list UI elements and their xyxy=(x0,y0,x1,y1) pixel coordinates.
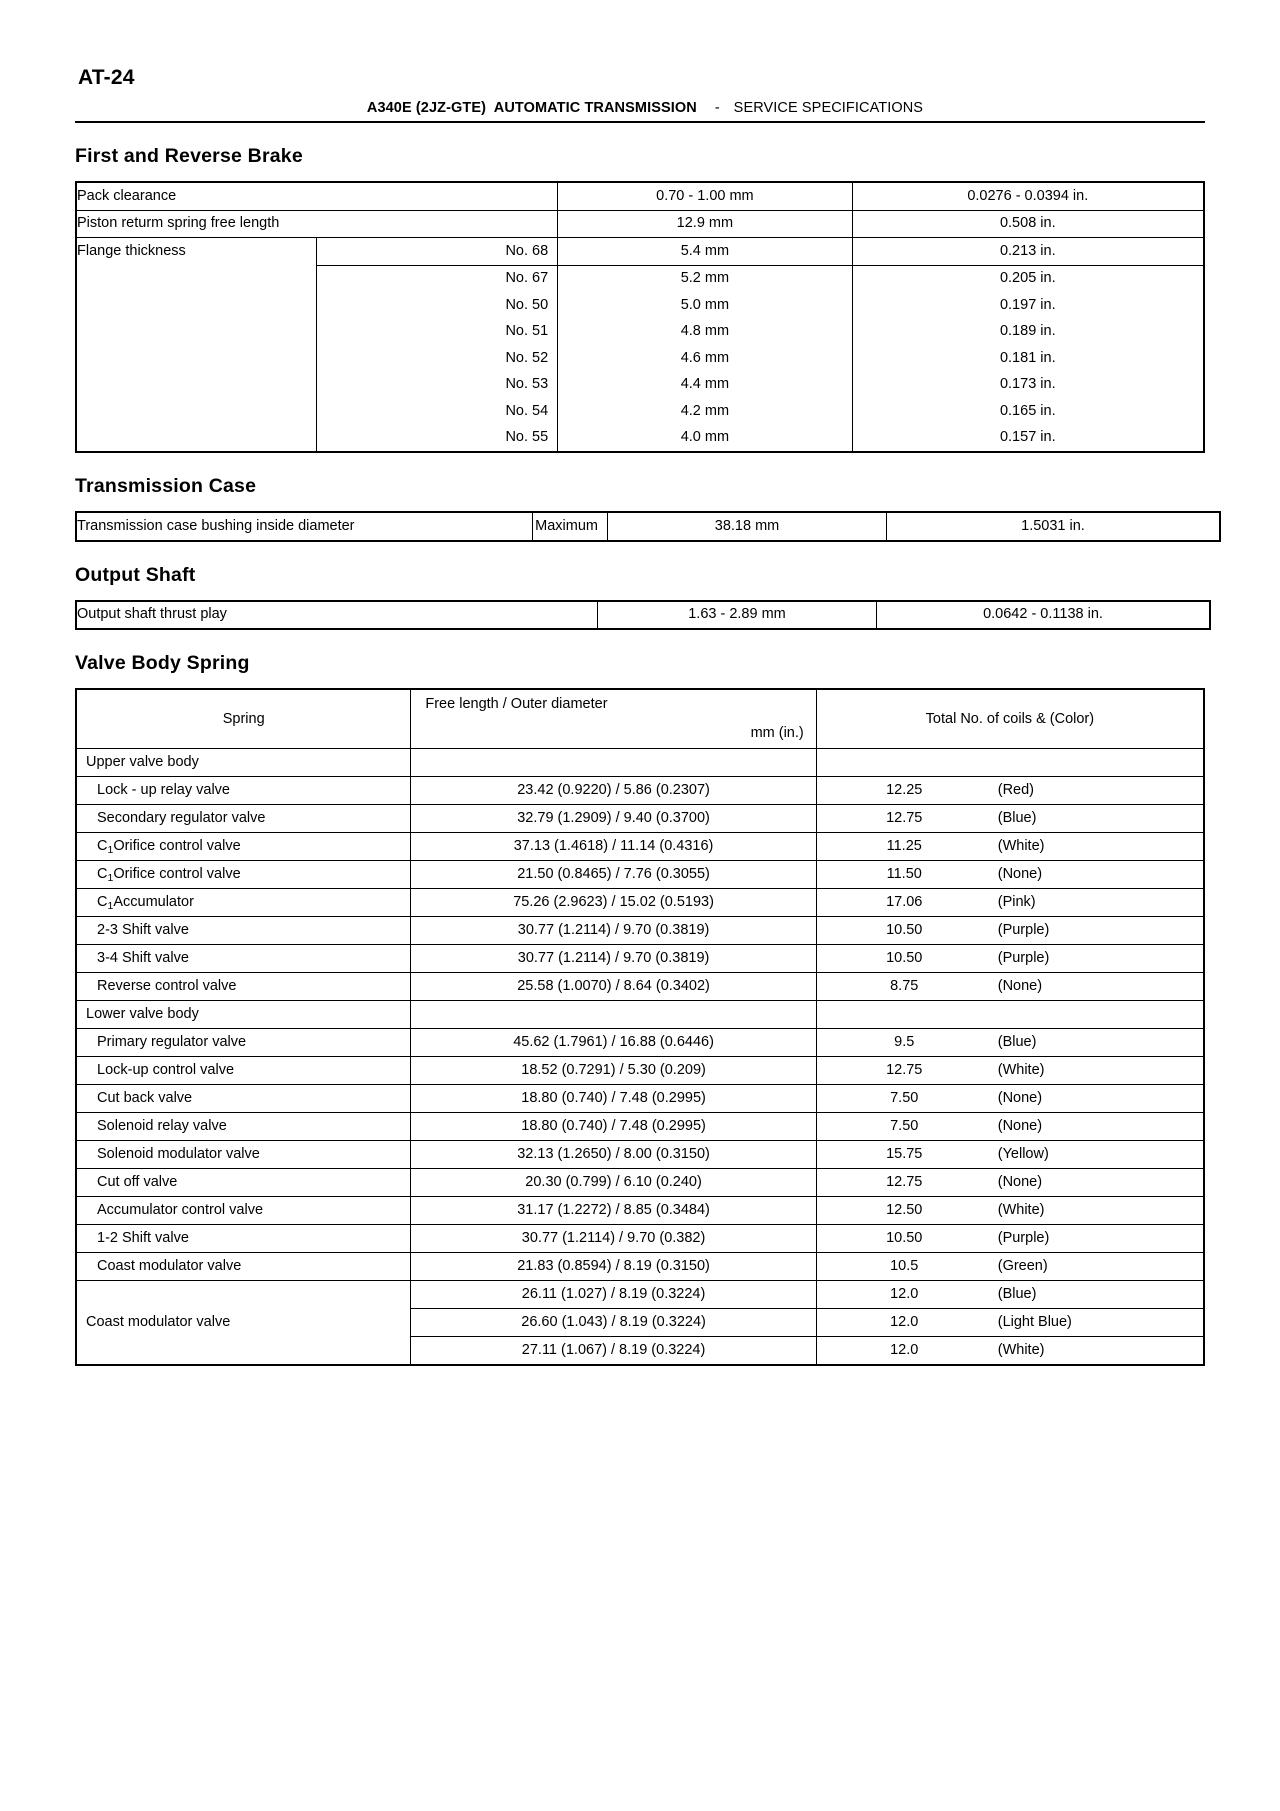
row-coils-color: (Light Blue) xyxy=(997,1314,1072,1331)
row-coils-color: (White) xyxy=(997,1062,1045,1079)
table-row xyxy=(76,292,1204,319)
page-number: AT-24 xyxy=(78,66,135,89)
coils-wrapper xyxy=(817,1090,1203,1107)
row-coils-cell xyxy=(816,973,1204,1001)
row-spring-name: Solenoid modulator valve xyxy=(76,1141,411,1169)
row-coils-cell xyxy=(816,1225,1204,1253)
row-coils-cell xyxy=(816,1169,1204,1197)
row-coils-count: 15.75 xyxy=(886,1146,923,1163)
row-coils-count: 12.25 xyxy=(886,782,923,799)
group-label: Lower valve body xyxy=(76,1001,411,1029)
table-row xyxy=(76,777,1204,805)
row-coils-color: (Blue) xyxy=(997,1286,1037,1303)
table-transmission-case xyxy=(75,511,1221,542)
table-first-reverse-brake xyxy=(75,181,1205,453)
row-coils-count: 12.0 xyxy=(890,1314,919,1331)
row-coils-cell xyxy=(816,917,1204,945)
table-valve-body-spring xyxy=(75,688,1205,1366)
header-title-line xyxy=(75,100,1205,116)
flange-number: No. 51 xyxy=(317,319,558,346)
flange-number: No. 52 xyxy=(317,345,558,372)
row-coils-cell xyxy=(816,1113,1204,1141)
coils-wrapper xyxy=(817,950,1203,967)
row-coils-count: 8.75 xyxy=(890,978,919,995)
coils-wrapper xyxy=(817,1286,1203,1303)
row-label: Output shaft thrust play xyxy=(76,601,598,630)
coils-wrapper xyxy=(817,978,1203,995)
row-value-mm: 4.4 mm xyxy=(558,372,852,399)
row-value-mm: 4.8 mm xyxy=(558,319,852,346)
row-coils-color: (None) xyxy=(997,1090,1043,1107)
table-group-row xyxy=(76,749,1204,777)
row-coils-count: 17.06 xyxy=(886,894,923,911)
coils-wrapper xyxy=(817,810,1203,827)
row-coils-count: 11.25 xyxy=(886,838,922,855)
table-row xyxy=(76,861,1204,889)
table-row xyxy=(76,1113,1204,1141)
row-value-inch: 0.0276 - 0.0394 in. xyxy=(852,182,1204,210)
row-value-mm: 12.9 mm xyxy=(558,210,852,238)
row-coils-color: (Blue) xyxy=(997,1034,1037,1051)
row-coils-count: 12.0 xyxy=(890,1342,919,1359)
row-spring-name: Lock-up control valve xyxy=(76,1057,411,1085)
row-value-mm: 4.0 mm xyxy=(558,425,852,453)
row-spring-name-merged: Coast modulator valve xyxy=(76,1281,411,1366)
coils-wrapper xyxy=(817,1118,1203,1135)
coils-wrapper xyxy=(817,1258,1203,1275)
row-coils-color: (None) xyxy=(997,1174,1043,1191)
coils-wrapper xyxy=(817,922,1203,939)
table-row xyxy=(76,398,1204,425)
spring-name-subscript: 1 xyxy=(107,900,114,913)
table-row xyxy=(76,182,1204,210)
row-coils-cell xyxy=(816,777,1204,805)
table-row xyxy=(76,805,1204,833)
row-value-mm: 4.6 mm xyxy=(558,345,852,372)
row-value-inch: 0.165 in. xyxy=(852,398,1204,425)
header-separator-dash: - xyxy=(714,100,720,116)
row-spring-name xyxy=(76,889,411,917)
coils-wrapper xyxy=(817,866,1203,883)
table-row xyxy=(76,1225,1204,1253)
row-coils-count: 12.0 xyxy=(890,1286,919,1303)
row-value-inch: 0.181 in. xyxy=(852,345,1204,372)
row-label-spacer xyxy=(76,265,317,292)
row-free-length: 18.52 (0.7291) / 5.30 (0.209) xyxy=(411,1057,816,1085)
table-row xyxy=(76,833,1204,861)
table-row xyxy=(76,973,1204,1001)
row-coils-cell xyxy=(816,833,1204,861)
spring-name-prefix: C xyxy=(97,838,108,855)
column-header-free-length xyxy=(411,689,816,749)
row-label: Transmission case bushing inside diameter xyxy=(76,512,533,541)
page-header-bar xyxy=(75,100,1205,123)
row-free-length: 30.77 (1.2114) / 9.70 (0.3819) xyxy=(411,917,816,945)
row-free-length: 26.60 (1.043) / 8.19 (0.3224) xyxy=(411,1309,816,1337)
coils-wrapper xyxy=(817,1034,1203,1051)
flange-number: No. 53 xyxy=(317,372,558,399)
row-free-length: 32.79 (1.2909) / 9.40 (0.3700) xyxy=(411,805,816,833)
row-label-spacer xyxy=(76,425,317,453)
coils-wrapper xyxy=(817,1342,1203,1359)
row-label-spacer xyxy=(76,345,317,372)
row-coils-color: (Green) xyxy=(997,1258,1048,1275)
table-row xyxy=(76,889,1204,917)
row-coils-color: (White) xyxy=(997,1202,1045,1219)
row-spring-name: Lock - up relay valve xyxy=(76,777,411,805)
table-body xyxy=(76,601,1210,630)
row-free-length: 23.42 (0.9220) / 5.86 (0.2307) xyxy=(411,777,816,805)
column-header-free-length-text: Free length / Outer diameter xyxy=(425,696,608,712)
row-coils-cell xyxy=(816,889,1204,917)
section-title-first-reverse-brake: First and Reverse Brake xyxy=(75,145,303,167)
flange-number: No. 50 xyxy=(317,292,558,319)
row-spring-name: Reverse control valve xyxy=(76,973,411,1001)
row-coils-count: 12.75 xyxy=(886,810,923,827)
spring-name-subscript: 1 xyxy=(107,872,114,885)
coils-wrapper xyxy=(817,1202,1203,1219)
table-row xyxy=(76,265,1204,292)
header-model-title: A340E (2JZ-GTE) AUTOMATIC TRANSMISSION xyxy=(366,100,697,116)
row-coils-count: 10.50 xyxy=(886,950,923,967)
row-coils-color: (Purple) xyxy=(997,950,1050,967)
row-spring-name: Primary regulator valve xyxy=(76,1029,411,1057)
row-value-inch: 1.5031 in. xyxy=(887,512,1221,541)
coils-wrapper xyxy=(817,1230,1203,1247)
row-value-inch: 0.189 in. xyxy=(852,319,1204,346)
coils-wrapper xyxy=(817,1062,1203,1079)
group-blank-cell xyxy=(816,749,1204,777)
row-free-length: 25.58 (1.0070) / 8.64 (0.3402) xyxy=(411,973,816,1001)
row-coils-color: (None) xyxy=(997,978,1043,995)
section-title-output-shaft: Output Shaft xyxy=(75,563,196,586)
table-row xyxy=(76,1057,1204,1085)
row-spring-name: Secondary regulator valve xyxy=(76,805,411,833)
row-spring-name: Solenoid relay valve xyxy=(76,1113,411,1141)
row-coils-count: 12.50 xyxy=(886,1202,923,1219)
row-value-mm: 38.18 mm xyxy=(608,512,887,541)
row-coils-color: (Purple) xyxy=(997,922,1050,939)
row-coils-cell xyxy=(816,1197,1204,1225)
table-output-shaft xyxy=(75,600,1211,631)
row-coils-cell xyxy=(816,1309,1204,1337)
row-spring-name: 1-2 Shift valve xyxy=(76,1225,411,1253)
row-value-inch: 0.0642 - 0.1138 in. xyxy=(877,601,1211,630)
flange-number: No. 54 xyxy=(317,398,558,425)
row-coils-color: (Purple) xyxy=(997,1230,1050,1247)
row-coils-count: 7.50 xyxy=(890,1090,919,1107)
table-row xyxy=(76,1169,1204,1197)
table-body xyxy=(76,182,1204,452)
table-row xyxy=(76,210,1204,238)
coils-wrapper xyxy=(817,1146,1203,1163)
group-label: Upper valve body xyxy=(76,749,411,777)
row-label-spacer xyxy=(76,292,317,319)
row-coils-cell xyxy=(816,945,1204,973)
row-coils-cell xyxy=(816,1337,1204,1366)
flange-number: No. 68 xyxy=(317,238,558,266)
row-coils-color: (None) xyxy=(997,866,1043,883)
row-coils-cell xyxy=(816,1281,1204,1309)
coils-wrapper xyxy=(817,1314,1203,1331)
row-coils-cell xyxy=(816,1085,1204,1113)
row-value-mm: 4.2 mm xyxy=(558,398,852,425)
spring-name-subscript: 1 xyxy=(107,844,114,857)
spring-name-prefix: C xyxy=(97,866,108,883)
section-title-transmission-case: Transmission Case xyxy=(75,475,257,497)
table-row xyxy=(76,425,1204,453)
table-row xyxy=(76,512,1220,541)
group-blank-cell xyxy=(816,1001,1204,1029)
table-row xyxy=(76,319,1204,346)
row-spring-name: 2-3 Shift valve xyxy=(76,917,411,945)
row-coils-cell xyxy=(816,1253,1204,1281)
column-header-total-coils: Total No. of coils & (Color) xyxy=(816,689,1204,749)
row-spring-name: Cut off valve xyxy=(76,1169,411,1197)
table-row xyxy=(76,601,1210,630)
flange-number: No. 67 xyxy=(317,265,558,292)
row-coils-color: (Yellow) xyxy=(997,1146,1049,1163)
table-group-row xyxy=(76,1001,1204,1029)
row-free-length: 75.26 (2.9623) / 15.02 (0.5193) xyxy=(411,889,816,917)
row-coils-cell xyxy=(816,805,1204,833)
row-value-mm: 5.2 mm xyxy=(558,265,852,292)
row-coils-count: 7.50 xyxy=(890,1118,919,1135)
row-value-mm: 1.63 - 2.89 mm xyxy=(598,601,877,630)
row-label-spacer xyxy=(76,319,317,346)
row-free-length: 37.13 (1.4618) / 11.14 (0.4316) xyxy=(411,833,816,861)
row-free-length: 20.30 (0.799) / 6.10 (0.240) xyxy=(411,1169,816,1197)
row-label-spacer xyxy=(76,372,317,399)
row-label-spacer xyxy=(76,398,317,425)
table-row xyxy=(76,1197,1204,1225)
row-spring-name: 3-4 Shift valve xyxy=(76,945,411,973)
row-free-length: 18.80 (0.740) / 7.48 (0.2995) xyxy=(411,1085,816,1113)
column-header-unit: mm (in.) xyxy=(750,725,804,742)
row-free-length: 45.62 (1.7961) / 16.88 (0.6446) xyxy=(411,1029,816,1057)
coils-wrapper xyxy=(817,894,1203,911)
table-row xyxy=(76,1281,1204,1309)
row-value-inch: 0.508 in. xyxy=(852,210,1204,238)
row-free-length: 18.80 (0.740) / 7.48 (0.2995) xyxy=(411,1113,816,1141)
row-coils-count: 12.75 xyxy=(886,1174,923,1191)
row-free-length: 26.11 (1.027) / 8.19 (0.3224) xyxy=(411,1281,816,1309)
row-spring-name: Accumulator control valve xyxy=(76,1197,411,1225)
row-coils-count: 10.50 xyxy=(886,922,923,939)
row-value-inch: 0.205 in. xyxy=(852,265,1204,292)
column-header-spring: Spring xyxy=(76,689,411,749)
column-header-free-length-inner xyxy=(411,690,815,748)
row-value-mm: 5.0 mm xyxy=(558,292,852,319)
row-coils-count: 10.5 xyxy=(890,1258,919,1275)
table-row xyxy=(76,372,1204,399)
spring-name-prefix: C xyxy=(97,894,108,911)
row-value-inch: 0.173 in. xyxy=(852,372,1204,399)
row-coils-color: (Red) xyxy=(997,782,1034,799)
spring-name-suffix: Orifice control valve xyxy=(113,838,241,855)
coils-wrapper xyxy=(817,782,1203,799)
table-row xyxy=(76,1253,1204,1281)
row-value-inch: 0.197 in. xyxy=(852,292,1204,319)
flange-number: No. 55 xyxy=(317,425,558,453)
table-row xyxy=(76,1029,1204,1057)
row-coils-color: (None) xyxy=(997,1118,1043,1135)
row-coils-color: (Blue) xyxy=(997,810,1037,827)
spring-name-suffix: Accumulator xyxy=(113,894,194,911)
row-coils-count: 9.5 xyxy=(894,1034,915,1051)
row-label: Piston returm spring free length xyxy=(76,210,558,238)
table-row xyxy=(76,1085,1204,1113)
table-row xyxy=(76,345,1204,372)
row-coils-color: (White) xyxy=(997,1342,1045,1359)
row-spring-name xyxy=(76,833,411,861)
row-free-length: 27.11 (1.067) / 8.19 (0.3224) xyxy=(411,1337,816,1366)
spring-name-suffix: Orifice control valve xyxy=(113,866,241,883)
table-head xyxy=(76,689,1204,749)
row-value-mm: 0.70 - 1.00 mm xyxy=(558,182,852,210)
coils-wrapper xyxy=(817,1174,1203,1191)
group-blank-cell xyxy=(411,749,816,777)
coils-wrapper xyxy=(817,838,1203,855)
table-row xyxy=(76,1141,1204,1169)
row-coils-cell xyxy=(816,1057,1204,1085)
table-body xyxy=(76,512,1220,541)
table-header-row xyxy=(76,689,1204,749)
row-label-flange-thickness: Flange thickness xyxy=(76,238,317,266)
row-coils-color: (White) xyxy=(997,838,1045,855)
row-coils-count: 12.75 xyxy=(886,1062,923,1079)
row-free-length: 21.50 (0.8465) / 7.76 (0.3055) xyxy=(411,861,816,889)
row-spring-name: Cut back valve xyxy=(76,1085,411,1113)
row-value-mm: 5.4 mm xyxy=(558,238,852,266)
row-spring-name xyxy=(76,861,411,889)
row-free-length: 30.77 (1.2114) / 9.70 (0.3819) xyxy=(411,945,816,973)
table-body xyxy=(76,749,1204,1366)
row-spring-name: Coast modulator valve xyxy=(76,1253,411,1281)
row-coils-cell xyxy=(816,861,1204,889)
header-section-title: SERVICE SPECIFICATIONS xyxy=(733,100,924,116)
table-row xyxy=(76,917,1204,945)
table-row xyxy=(76,238,1204,266)
row-value-inch: 0.213 in. xyxy=(852,238,1204,266)
row-qualifier: Maximum xyxy=(533,512,608,541)
row-free-length: 30.77 (1.2114) / 9.70 (0.382) xyxy=(411,1225,816,1253)
section-title-valve-body-spring: Valve Body Spring xyxy=(75,652,250,674)
row-free-length: 31.17 (1.2272) / 8.85 (0.3484) xyxy=(411,1197,816,1225)
row-coils-count: 11.50 xyxy=(886,866,922,883)
row-label: Pack clearance xyxy=(76,182,558,210)
row-value-inch: 0.157 in. xyxy=(852,425,1204,453)
row-coils-cell xyxy=(816,1029,1204,1057)
table-row xyxy=(76,945,1204,973)
row-coils-cell xyxy=(816,1141,1204,1169)
group-blank-cell xyxy=(411,1001,816,1029)
row-coils-count: 10.50 xyxy=(886,1230,923,1247)
row-coils-color: (Pink) xyxy=(997,894,1036,911)
row-free-length: 21.83 (0.8594) / 8.19 (0.3150) xyxy=(411,1253,816,1281)
row-free-length: 32.13 (1.2650) / 8.00 (0.3150) xyxy=(411,1141,816,1169)
